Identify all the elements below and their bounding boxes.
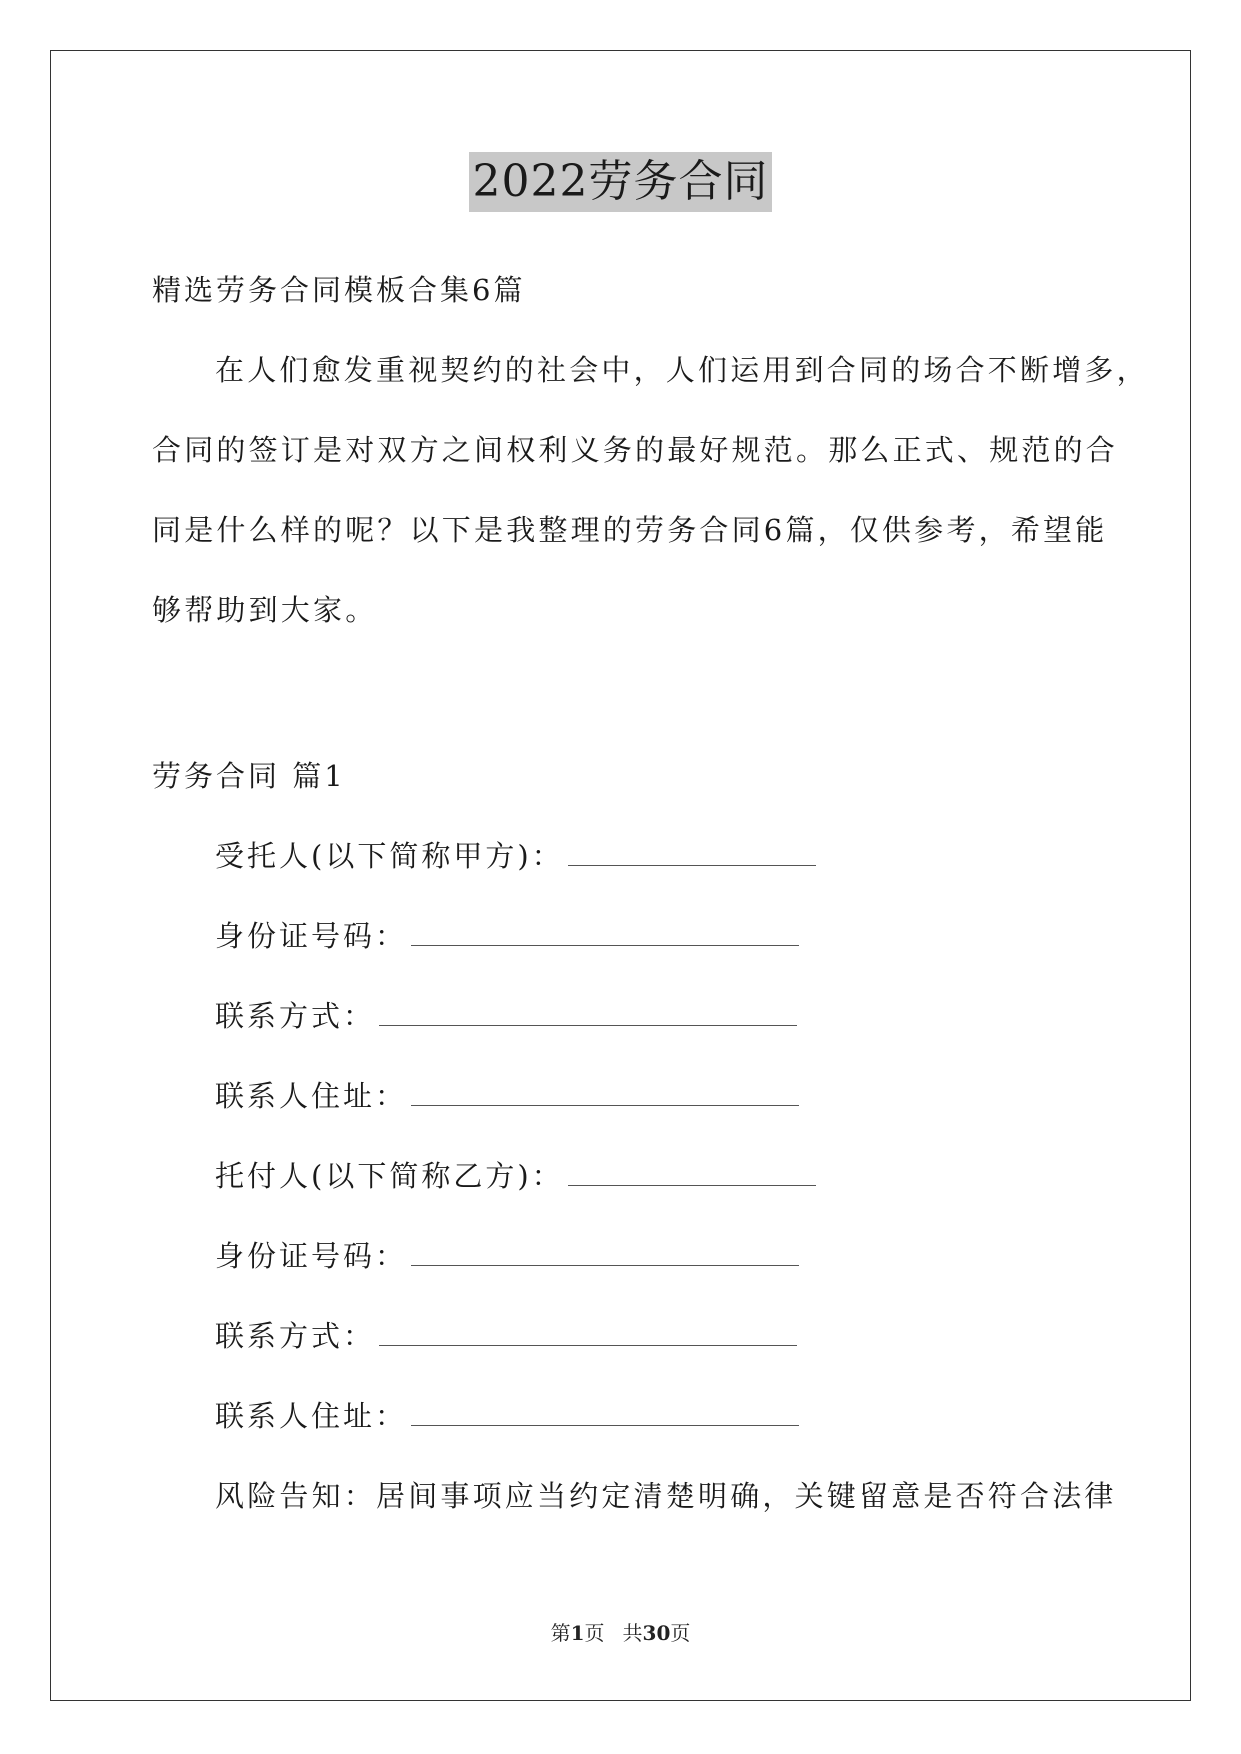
- field-label: 身份证号码：: [215, 919, 408, 953]
- footer-total-unit: 页: [670, 1621, 691, 1645]
- field-blank-line[interactable]: [379, 999, 797, 1026]
- section-heading: 劳务合同 篇1: [152, 759, 346, 793]
- field-blank-line[interactable]: [379, 1319, 797, 1346]
- field-label: 受托人(以下简称甲方)：: [215, 839, 564, 873]
- field-label: 身份证号码：: [215, 1239, 408, 1273]
- field-blank-line[interactable]: [411, 919, 799, 946]
- document-subtitle: 精选劳务合同模板合集6篇: [152, 273, 526, 307]
- field-blank-line[interactable]: [568, 1159, 816, 1186]
- form-field-row: [215, 1316, 797, 1356]
- field-label: 联系方式：: [215, 1319, 376, 1353]
- page-footer: [0, 1619, 1241, 1647]
- field-label: 联系人住址：: [215, 1079, 408, 1113]
- field-blank-line[interactable]: [411, 1399, 799, 1426]
- intro-paragraph-line: 够帮助到大家。: [152, 593, 378, 627]
- form-field-row: [215, 1396, 799, 1436]
- form-field-row: [215, 1156, 816, 1196]
- footer-page-total: 30: [642, 1621, 671, 1645]
- risk-notice-line: 风险告知：居间事项应当约定清楚明确，关键留意是否符合法律: [215, 1479, 1117, 1513]
- form-field-row: [215, 916, 799, 956]
- field-label: 联系方式：: [215, 999, 376, 1033]
- document-title: 2022劳务合同: [469, 152, 773, 212]
- form-field-row: [215, 1076, 799, 1116]
- field-blank-line[interactable]: [411, 1079, 799, 1106]
- footer-total-prefix: 共: [622, 1621, 643, 1645]
- field-blank-line[interactable]: [411, 1239, 799, 1266]
- form-field-row: [215, 836, 816, 876]
- footer-page-current: 1: [570, 1621, 585, 1645]
- form-field-row: [215, 996, 797, 1036]
- footer-page-prefix: 第: [550, 1621, 571, 1645]
- footer-page-unit: 页: [584, 1621, 605, 1645]
- field-label: 托付人(以下简称乙方)：: [215, 1159, 564, 1193]
- intro-paragraph-line: 在人们愈发重视契约的社会中，人们运用到合同的场合不断增多，: [215, 353, 1149, 387]
- field-blank-line[interactable]: [568, 839, 816, 866]
- document-title-wrap: [0, 152, 1241, 212]
- intro-paragraph-line: 同是什么样的呢？以下是我整理的劳务合同6篇，仅供参考，希望能: [152, 513, 1108, 547]
- intro-paragraph-line: 合同的签订是对双方之间权利义务的最好规范。那么正式、规范的合: [152, 433, 1119, 467]
- field-label: 联系人住址：: [215, 1399, 408, 1433]
- form-field-row: [215, 1236, 799, 1276]
